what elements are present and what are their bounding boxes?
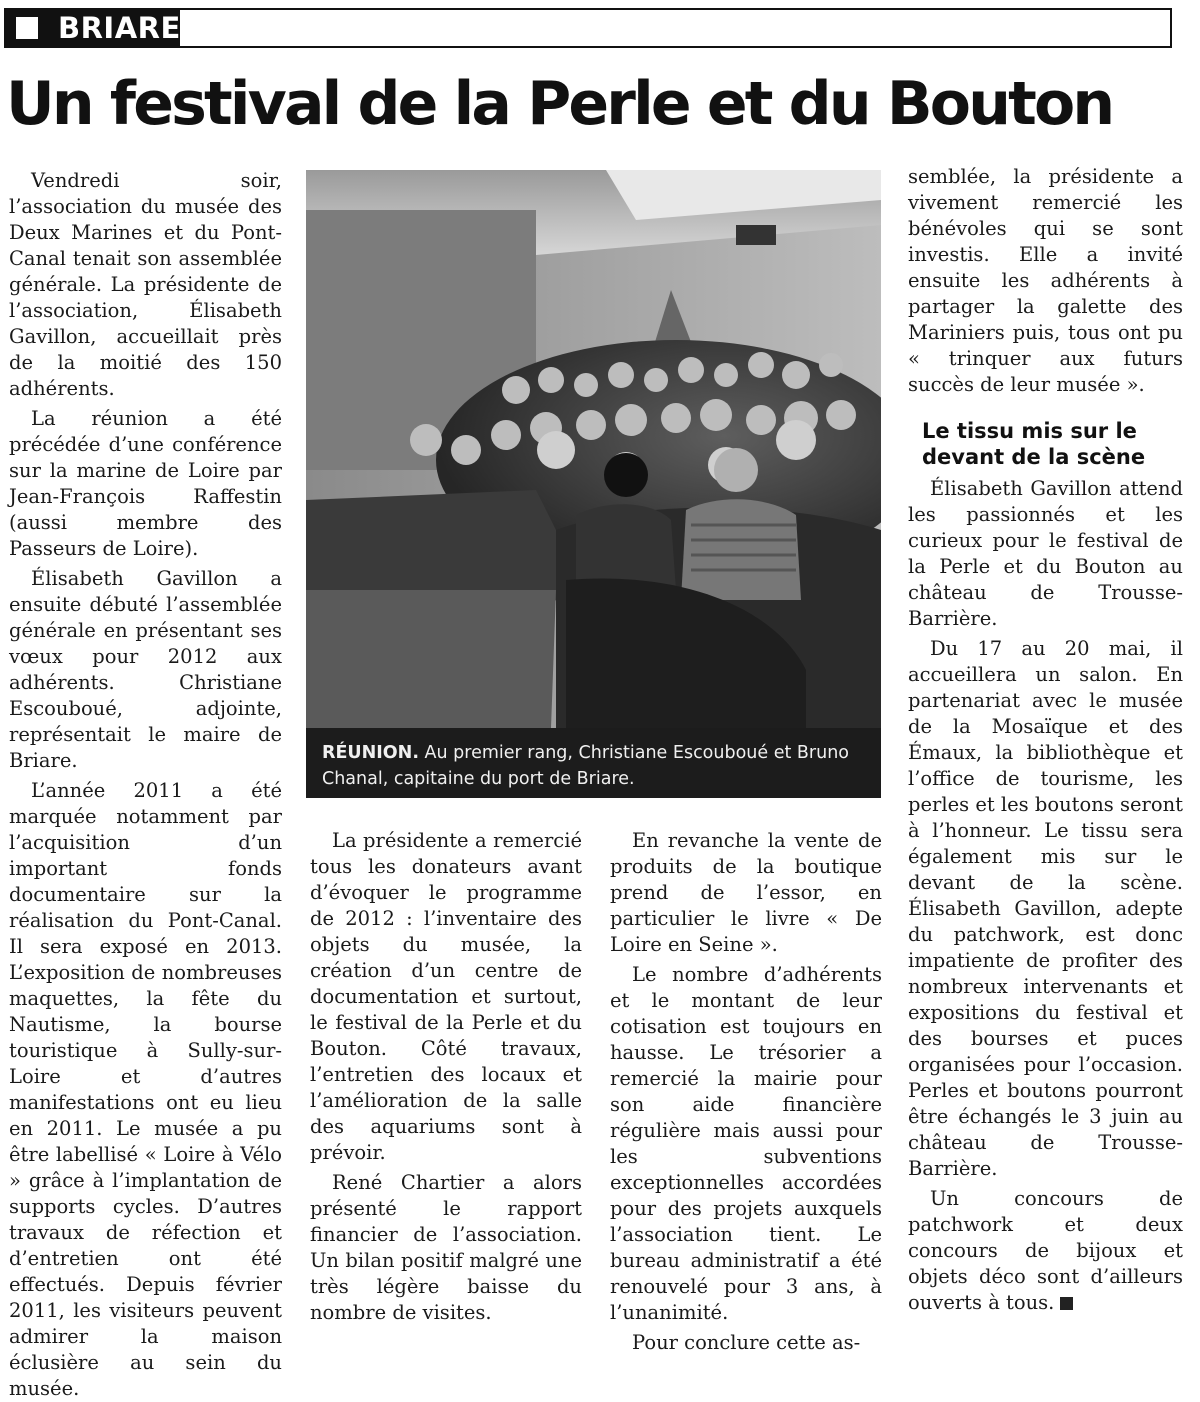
paragraph: La présidente a remercié tous les donateurs avant d’évoquer le programme de 2012 : l’inventaire des objets du musée, la création d’un centre de documentation et surtout, le festival de la Perle et du Bouton. Côté travaux, l’entretien des locaux et l’amélioration de la salle des aquariums sont à prévoir. bbox=[310, 829, 582, 1164]
paragraph-text: Un concours de patchwork et deux concours de bijoux et objets déco sont d’ailleurs ouverts à tous. bbox=[908, 1187, 1183, 1314]
rubric-section-text: BRIARE bbox=[58, 11, 181, 45]
section-square-icon bbox=[16, 17, 38, 39]
rubric-section-label bbox=[4, 8, 180, 48]
paragraph: La réunion a été précédée d’une conférence sur la marine de Loire par Jean-François Raffestin (aussi membre des Passeurs de Loire). bbox=[9, 407, 282, 560]
paragraph: Pour conclure cette as- bbox=[632, 1331, 861, 1354]
meeting-photo-illustration bbox=[306, 170, 881, 728]
article-column-3 bbox=[610, 828, 882, 1356]
paragraph: Le nombre d’adhérents et le montant de leur cotisation est toujours en hausse. Le trésorier a remercié la mairie pour son aide financière régulière mais aussi pour les subventions exceptionnelles accordées pour des projets auxquels l’association tient. Le bureau administratif a été renouvelé pour 3 ans, à l’unanimité. bbox=[610, 963, 882, 1324]
paragraph: Élisabeth Gavillon attend les passionnés et les curieux pour le festival de la Perle et du Bouton au château de Trousse-Barrière. bbox=[908, 477, 1183, 630]
article-column-4 bbox=[908, 164, 1183, 1316]
paragraph: En revanche la vente de produits de la boutique prend de l’essor, en particulier le livre « De Loire en Seine ». bbox=[610, 829, 882, 956]
paragraph: Vendredi soir, l’association du musée des Deux Marines et du Pont-Canal tenait son assemblée générale. La présidente de l’association, Élisabeth Gavillon, accueillait près de la moitié des 150 adhérents. bbox=[9, 169, 282, 400]
caption-label: RÉUNION. bbox=[322, 743, 419, 763]
article-column-1 bbox=[9, 168, 282, 1402]
paragraph: L’année 2011 a été marquée notamment par l’acquisition d’un important fonds documentaire sur la réalisation du Pont-Canal. Il sera exposé en 2013. L’exposition de nombreuses maquettes, la fête du Nautisme, la bourse touristique à Sully-sur-Loire et d’autres manifestations ont eu lieu en 2011. Le musée a pu être labellisé « Loire à Vélo » grâce à l’implantation de supports cycles. D’autres travaux de réfection et d’entretien ont été effectués. Depuis février 2011, les visiteurs peuvent admirer la maison éclusière au sein du musée. bbox=[9, 779, 282, 1400]
end-of-article-square-icon bbox=[1060, 1297, 1073, 1310]
paragraph: Élisabeth Gavillon a ensuite débuté l’assemblée générale en présentant ses vœux pour 2012 aux adhérents. Christiane Escouboué, adjointe, représentait le maire de Briare. bbox=[9, 567, 282, 772]
paragraph bbox=[908, 1186, 1183, 1316]
article-column-2 bbox=[310, 828, 582, 1326]
subheading: Le tissu mis sur le devant de la scène bbox=[922, 419, 1146, 469]
caption-text: Au premier rang, Christiane Escouboué et Bruno Chanal, capitaine du port de Briare. bbox=[322, 743, 849, 789]
paragraph: René Chartier a alors présenté le rapport financier de l’association. Un bilan positif malgré une très légère baisse du nombre de visites. bbox=[310, 1171, 582, 1324]
paragraph: Du 17 au 20 mai, il accueillera un salon. En partenariat avec le musée de la Mosaïque et des Émaux, la bibliothèque et l’office de tourisme, les perles et les boutons seront à l’honneur. Le tissu sera également mis sur le devant de la scène. Élisabeth Gavillon, adepte du patchwork, est donc impatiente de profiter des nombreux intervenants et expositions du festival et des bourses et puces organisées pour l’occasion. Perles et boutons pourront être échangés le 3 juin au château de Trousse-Barrière. bbox=[908, 637, 1184, 1180]
headline: Un festival de la Perle et du Bouton bbox=[6, 69, 1113, 139]
paragraph: semblée, la présidente a vivement remercié les bénévoles qui se sont investis. Elle a invité ensuite les adhérents à partager la galette des Mariniers puis, tous ont pu « trinquer aux futurs succès de leur musée ». bbox=[908, 165, 1183, 396]
photo-caption bbox=[306, 728, 881, 798]
meeting-photo bbox=[306, 170, 881, 728]
